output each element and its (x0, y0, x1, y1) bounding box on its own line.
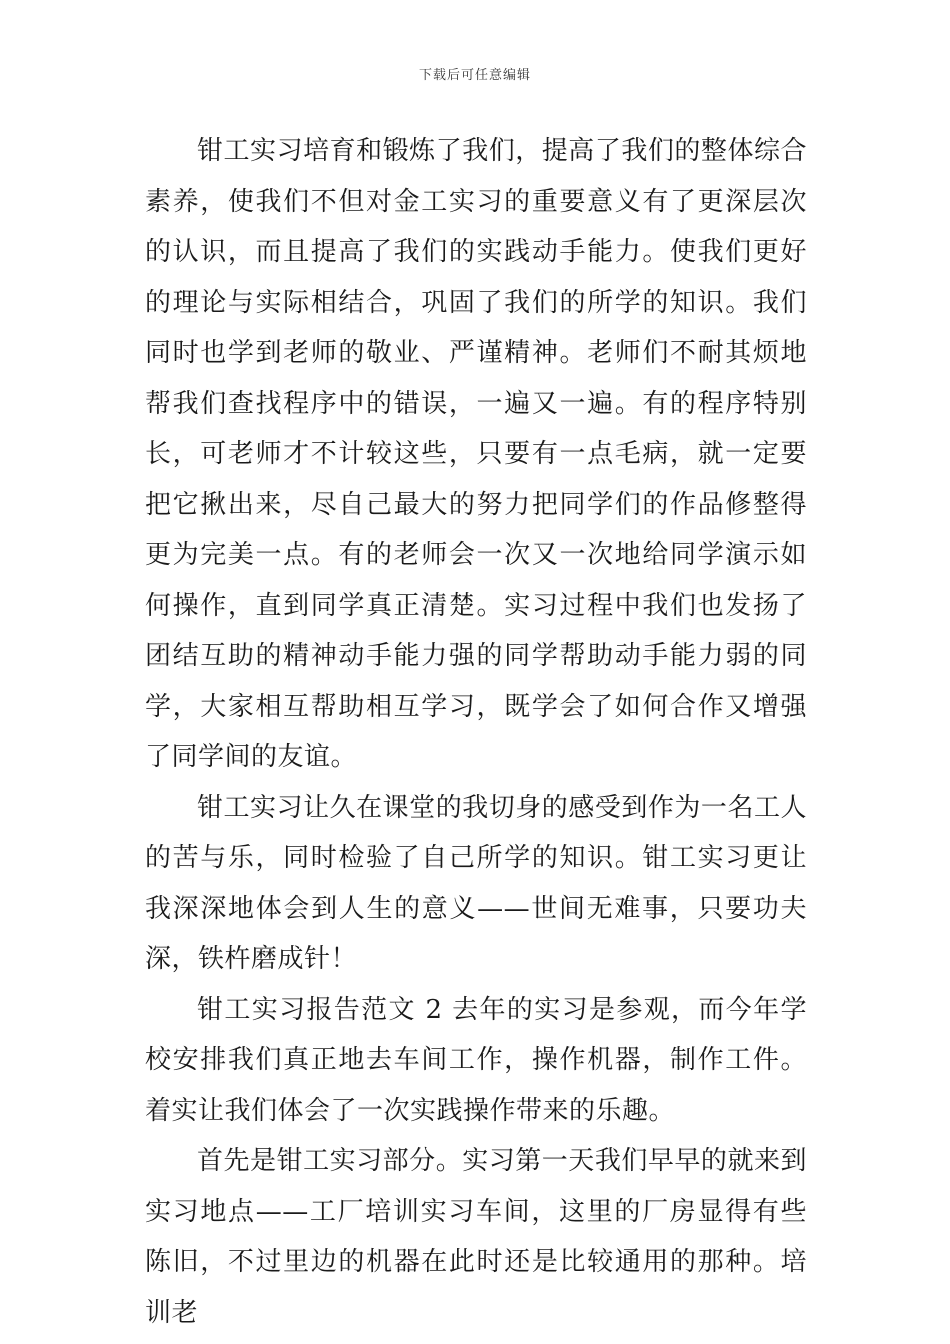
paragraph-3 (145, 985, 807, 1137)
page-header-note: 下载后可任意编辑 (418, 68, 531, 83)
section-heading: 钳工实习报告范文 2 (197, 994, 443, 1025)
section-text: 去年的实习是参观，而今年学校安排我们真正地去车间工作，操作机器，制作工件。着实让我们体会了一次实践操作带来的乐趣。 (145, 994, 807, 1126)
paragraph-1: 钳工实习培育和锻炼了我们，提高了我们的整体综合素养，使我们不但对金工实习的重要意义有了更深层次的认识，而且提高了我们的实践动手能力。使我们更好的理论与实际相结合，巩固了我们的所学的知识。我们同时也学到老师的敬业、严谨精神。老师们不耐其烦地帮我们查找程序中的错误，一遍又一遍。有的程序特别长，可老师才不计较这些，只要有一点毛病，就一定要把它揪出来，尽自己最大的努力把同学们的作品修整得更为完美一点。有的老师会一次又一次地给同学演示如何操作，直到同学真正清楚。实习过程中我们也发扬了团结互助的精神动手能力强的同学帮助动手能力弱的同学，大家相互帮助相互学习，既学会了如何合作又增强了同学间的友谊。 (145, 136, 807, 772)
paragraph-4: 首先是钳工实习部分。实习第一天我们早早的就来到实习地点——工厂培训实习车间，这里的厂房显得有些陈旧，不过里边的机器在此时还是比较通用的那种。培训老 (145, 1146, 807, 1328)
paragraph-2: 钳工实习让久在课堂的我切身的感受到作为一名工人的苦与乐，同时检验了自己所学的知识。钳工实习更让我深深地体会到人生的意义——世间无难事，只要功夫深，铁杵磨成针！ (145, 792, 807, 974)
document-body (145, 126, 807, 1338)
